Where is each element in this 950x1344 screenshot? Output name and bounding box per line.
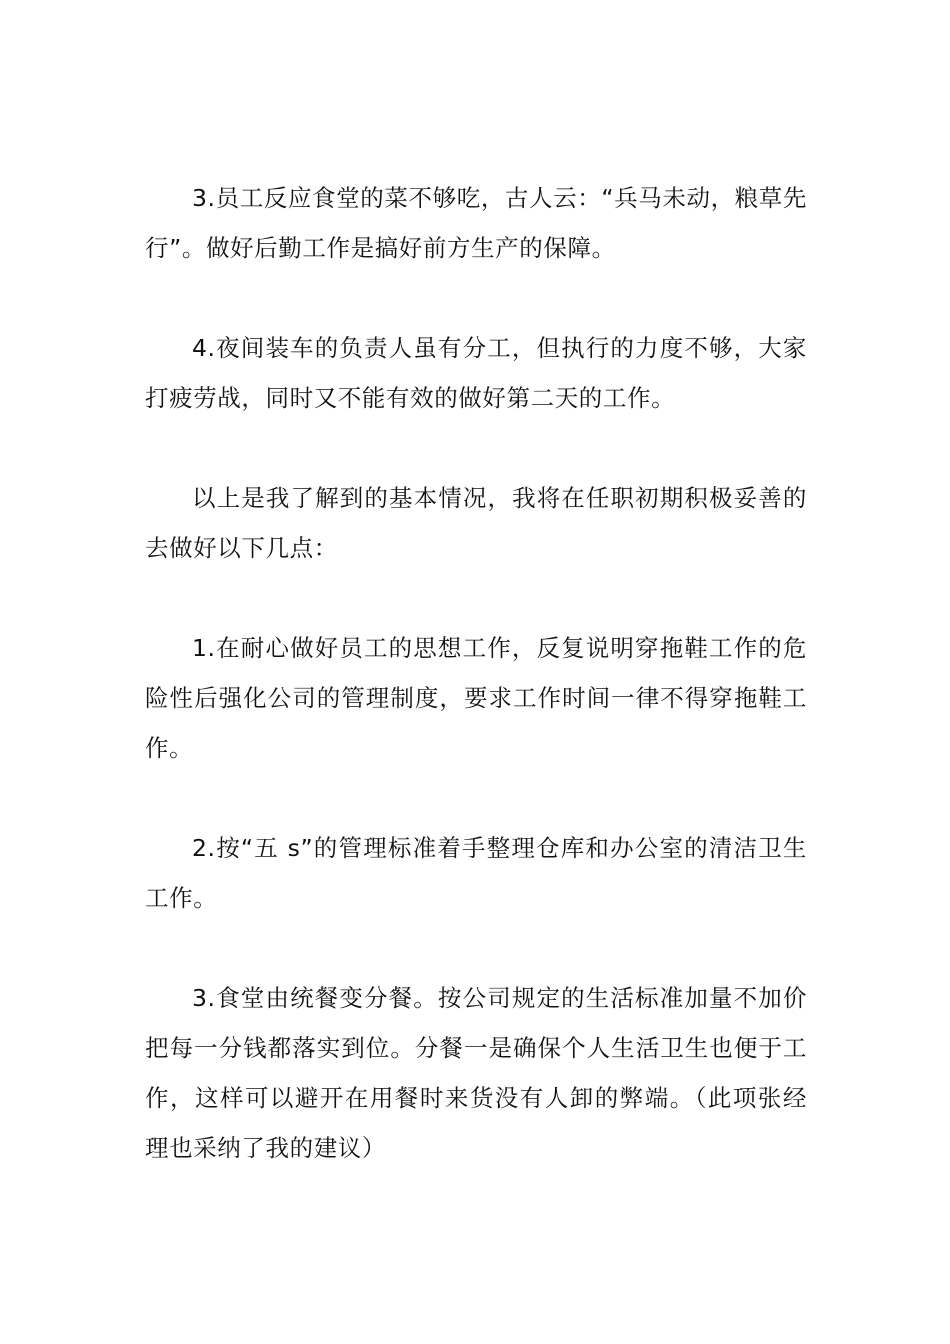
paragraph-slipper-rule: 1.在耐心做好员工的思想工作，反复说明穿拖鞋工作的危险性后强化公司的管理制度，要求工作时间一律不得穿拖鞋工作。 [145,634,807,762]
paragraph-summary: 以上是我了解到的基本情况，我将在任职初期积极妥善的去做好以下几点： [145,484,807,562]
document-page [145,173,807,1173]
paragraph-meal-division: 3.食堂由统餐变分餐。按公司规定的生活标准加量不加价把每一分钱都落实到位。分餐一是确保个人生活卫生也便于工作，这样可以避开在用餐时来货没有人卸的弊端。（此项张经理也采纳了我的建议） [145,984,807,1162]
paragraph-5s-management: 2.按“五 s”的管理标准着手整理仓库和办公室的清洁卫生工作。 [145,834,807,912]
paragraph-night-loading: 4.夜间装车的负责人虽有分工，但执行的力度不够，大家打疲劳战，同时又不能有效的做好第二天的工作。 [145,334,807,412]
paragraph-canteen-issue: 3.员工反应食堂的菜不够吃，古人云：“兵马未动，粮草先行”。做好后勤工作是搞好前方生产的保障。 [145,184,807,262]
